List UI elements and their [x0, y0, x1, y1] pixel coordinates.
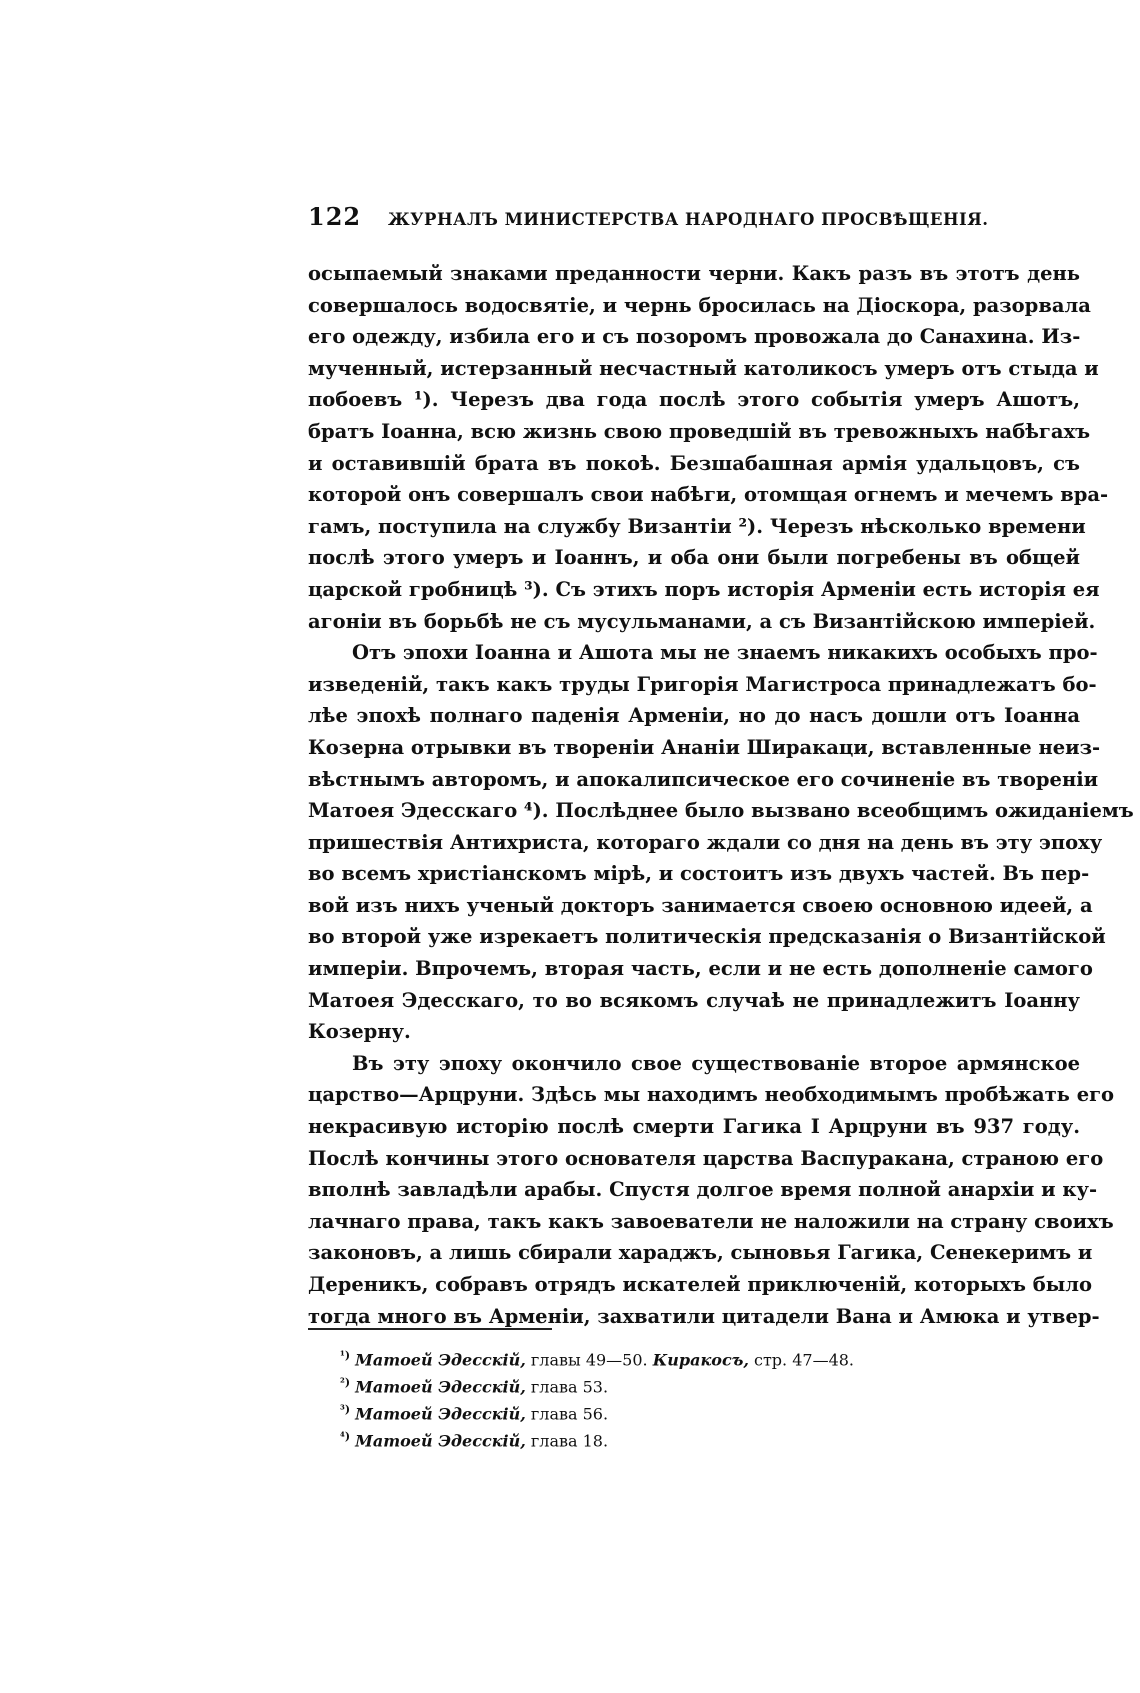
text-line: и оставившій брата въ покоѣ. Безшабашная армія удальцовъ, съ	[308, 451, 1080, 475]
footnote-mark: ³)	[340, 1403, 351, 1416]
footnote-divider	[308, 1328, 552, 1330]
footnote-mark: ¹)	[340, 1349, 351, 1362]
text-line: Дереникъ, собравъ отрядъ искателей приключеній, которыхъ было	[308, 1273, 1093, 1296]
paragraph-start-line: Въ эту эпоху окончило свое существованіе второе армянское	[352, 1051, 1080, 1075]
text-line: лачнаго права, такъ какъ завоеватели не наложили на страну своихъ	[308, 1209, 1114, 1233]
text-line: побоевъ ¹). Черезъ два года послѣ этого событія умеръ Ашотъ,	[308, 388, 1080, 412]
text-line: тогда много въ Арменіи, захватили цитадели Вана и Амюка и утвер-	[308, 1304, 1100, 1328]
text-line: лѣе эпохѣ полнаго паденія Арменіи, но до насъ дошли отъ Іоанна	[308, 704, 1080, 728]
text-line: совершалось водосвятіе, и чернь бросилась на Діоскора, разорвала	[308, 293, 1091, 317]
footnote-3	[340, 1396, 960, 1423]
text-line: осыпаемый знаками преданности черни. Какъ разъ въ этотъ день	[308, 262, 1080, 285]
text-line: имперіи. Впрочемъ, вторая часть, если и не есть дополненіе самого	[308, 957, 1093, 981]
text-line: Послѣ кончины этого основателя царства Васпуракана, страною его	[308, 1146, 1104, 1170]
page-header	[308, 202, 1080, 236]
text-line: во всемъ христіанскомъ мірѣ, и состоитъ изъ двухъ частей. Въ пер-	[308, 862, 1090, 886]
text-line: мученный, истерзанный несчастный католикосъ умеръ отъ стыда и	[308, 356, 1099, 380]
running-title: ЖУРНАЛЪ МИНИСТЕРСТВА НАРОДНАГО ПРОСВѢЩЕНІЯ.	[388, 210, 989, 229]
text-line: Козерна отрывки въ твореніи Ананіи Ширакаци, вставленные неиз-	[308, 735, 1101, 759]
text-line: братъ Іоанна, всю жизнь свою проведшій въ тревожныхъ набѣгахъ	[308, 419, 1091, 443]
footnote-text: главы 49—50.	[525, 1350, 653, 1370]
paragraph-start-line: Отъ эпохи Іоанна и Ашота мы не знаемъ никакихъ особыхъ про-	[352, 641, 1098, 665]
footnote-source-2: Киракосъ,	[652, 1350, 749, 1370]
footnote-source: Матоей Эдесскій,	[355, 1404, 526, 1424]
paragraph-end-line: Козерну.	[308, 1020, 411, 1044]
text-line: царство—Арцруни. Здѣсь мы находимъ необходимымъ пробѣжать его	[308, 1083, 1115, 1107]
text-line: которой онъ совершалъ свои набѣги, отомщая огнемъ и мечемъ вра-	[308, 483, 1109, 507]
footnote-2	[340, 1369, 960, 1396]
text-line: гамъ, поступила на службу Византіи ²). Черезъ нѣсколько времени	[308, 514, 1086, 538]
text-line: вѣстнымъ авторомъ, и апокалипсическое его сочиненіе въ твореніи	[308, 767, 1099, 791]
footnote-text: глава 18.	[525, 1431, 609, 1451]
footnote-text-2: стр. 47—48.	[748, 1350, 855, 1370]
text-line: законовъ, а лишь сбирали хараджъ, сыновья Гагика, Сенекеримъ и	[308, 1241, 1093, 1265]
footnotes	[340, 1342, 960, 1450]
body-text	[308, 258, 1134, 1332]
text-line: Матоея Эдесскаго ⁴). Послѣднее было вызвано всеобщимъ ожиданіемъ	[308, 799, 1134, 823]
footnote-text: глава 53.	[525, 1377, 609, 1397]
footnote-source: Матоей Эдесскій,	[355, 1431, 526, 1451]
text-line: вой изъ нихъ ученый докторъ занимается своею основною идеей, а	[308, 893, 1093, 917]
text-line: царской гробницѣ ³). Съ этихъ поръ исторія Арменіи есть исторія ея	[308, 577, 1100, 601]
text-line: изведеній, такъ какъ труды Григорія Магистроса принадлежатъ бо-	[308, 672, 1097, 696]
footnote-mark: ²)	[340, 1376, 351, 1389]
text-line: его одежду, избила его и съ позоромъ провожала до Санахина. Из-	[308, 325, 1081, 349]
text-line: агоніи въ борьбѣ не съ мусульманами, а съ Византійскою имперіей.	[308, 609, 1096, 633]
footnote-source: Матоей Эдесскій,	[355, 1377, 526, 1397]
text-line: пришествія Антихриста, котораго ждали со дня на день въ эту эпоху	[308, 830, 1103, 854]
footnote-source: Матоей Эдесскій,	[355, 1350, 526, 1370]
text-line: во второй уже изрекаетъ политическія предсказанія о Византійской	[308, 925, 1106, 949]
footnote-text: глава 56.	[525, 1404, 609, 1424]
text-line: некрасивую исторію послѣ смерти Гагика I Арцруни въ 937 году.	[308, 1115, 1080, 1139]
text-line: Матоея Эдесскаго, то во всякомъ случаѣ не принадлежитъ Іоанну	[308, 988, 1080, 1012]
text-line: послѣ этого умеръ и Іоаннъ, и оба они были погребены въ общей	[308, 546, 1080, 570]
page-number: 122	[308, 202, 362, 231]
footnote-4	[340, 1423, 960, 1450]
footnote-mark: ⁴)	[340, 1430, 351, 1443]
footnote-1	[340, 1342, 960, 1369]
text-line: вполнѣ завладѣли арабы. Спустя долгое время полной анархіи и ку-	[308, 1178, 1098, 1202]
